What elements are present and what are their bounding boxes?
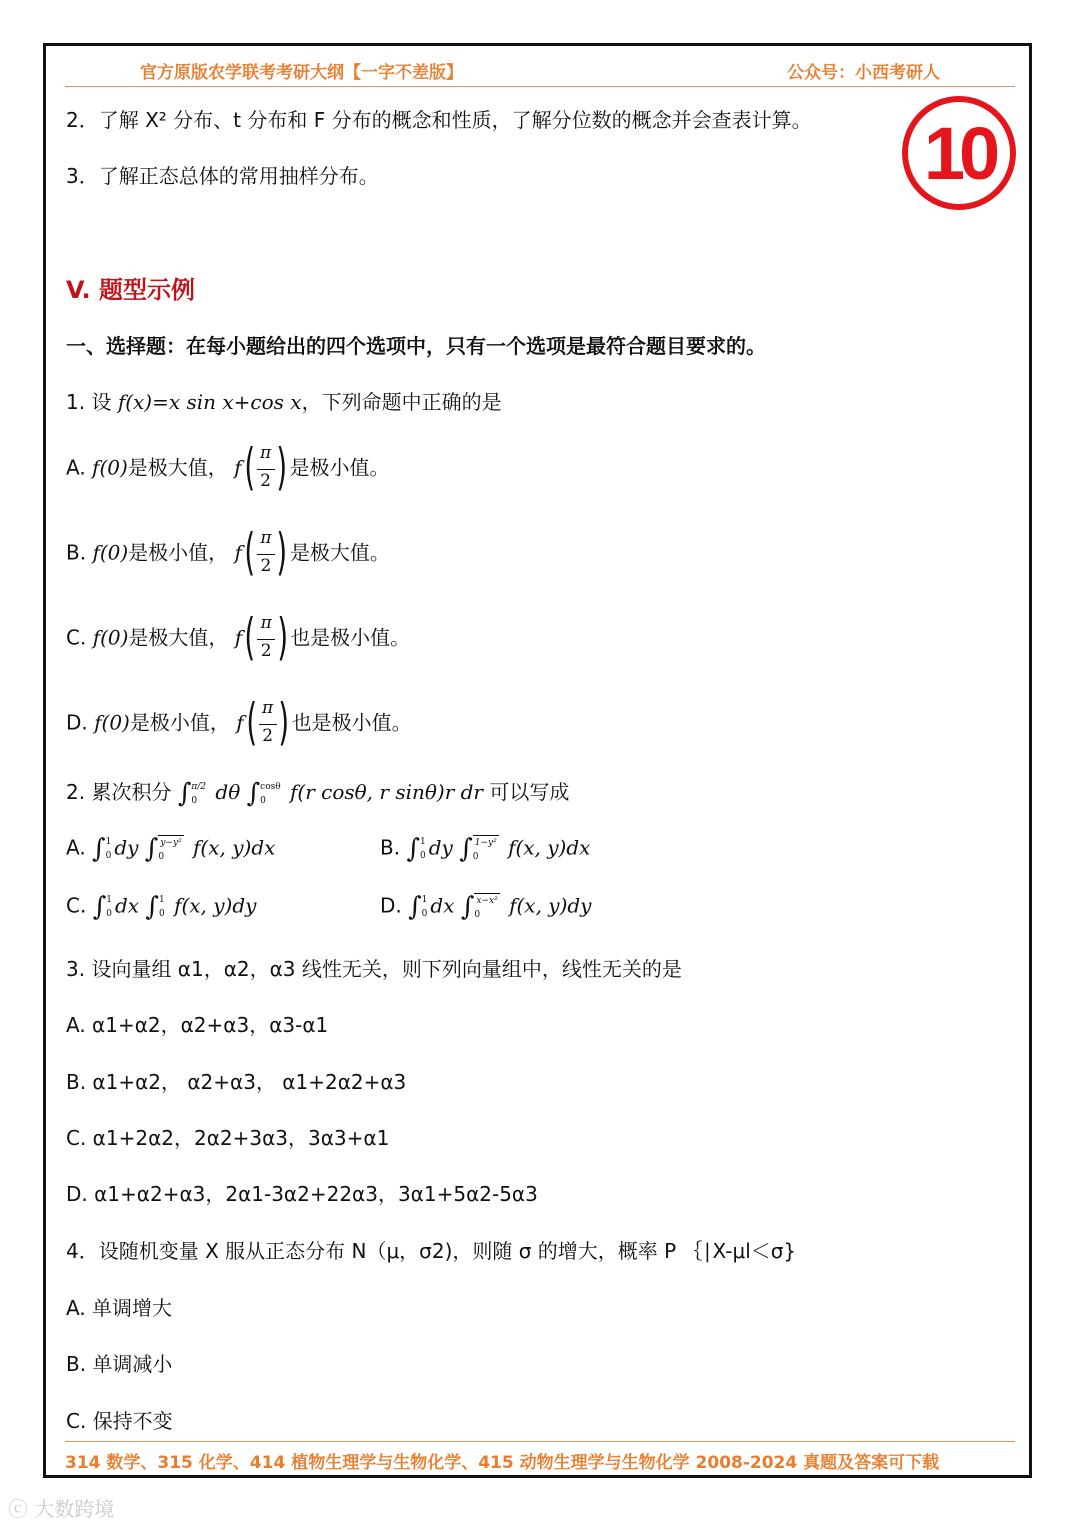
q3-stem: 3. 设向量组 α1，α2，α3 线性无关，则下列向量组中，线性无关的是: [66, 957, 682, 981]
option-letter: C.: [66, 893, 87, 918]
q2-option-c: [66, 892, 256, 922]
integral-limits: 1 0: [421, 895, 428, 919]
integral-sign: ∫: [460, 892, 475, 922]
pi-over-2-fraction: ( π 2 ): [244, 608, 288, 666]
option-letter: D.: [380, 893, 402, 918]
frac-denominator: 2: [262, 726, 274, 746]
outer-differential: dy: [428, 835, 453, 860]
q2-option-d: [380, 892, 591, 922]
integral-sign: ∫: [92, 834, 106, 864]
frac-denominator: 2: [260, 471, 271, 491]
option-letter: D.: [66, 710, 88, 735]
outer-differential: dx: [114, 893, 140, 918]
q3-option-c: C. α1+2α2，2α2+3α3，3α3+α1: [66, 1126, 390, 1150]
outer-differential: dx: [430, 893, 455, 918]
integral-limits: 1 0: [106, 895, 112, 919]
f0-term: f(0): [92, 540, 129, 565]
watermark-logo-icon: ⓒ: [8, 1497, 28, 1521]
page-footer: 314 数学、315 化学、414 植物生理学与生物化学、415 动物生理学与生物化学 2008-2024 真题及答案可下载: [65, 1453, 940, 1473]
frac-denominator: 2: [260, 556, 272, 576]
f-symbol: f: [234, 455, 242, 480]
section-title: V. 题型示例: [66, 276, 195, 304]
header-account: 公众号：小西考研人: [787, 63, 940, 83]
q2-option-a: [66, 834, 275, 864]
q1-stem-prefix: 1. 设: [66, 390, 112, 414]
pi-over-2-fraction: ( π 2 ): [243, 438, 288, 496]
option-text: 是极大值。: [289, 540, 390, 565]
q1-option-a: [66, 440, 390, 498]
option-text: 也是极小值。: [291, 710, 412, 735]
option-text: 也是极小值。: [290, 625, 411, 650]
question-instruction: 一、选择题：在每小题给出的四个选项中，只有一个选项是最符合题目要求的。: [66, 334, 766, 358]
option-text: 是极大值，: [128, 625, 229, 650]
f0-term: f(0): [92, 625, 129, 650]
watermark-text: 大数跨境: [34, 1497, 115, 1521]
q4-option-a: A. 单调增大: [66, 1296, 173, 1320]
integral-limits: cosθ 0: [260, 781, 281, 806]
option-letter: A.: [66, 835, 86, 860]
f0-term: f(0): [94, 710, 130, 735]
q2-integrand: f(r cosθ, r sinθ)r dr: [290, 780, 483, 804]
q3-option-d: D. α1+α2+α3，2α1-3α2+22α3，3α1+5α2-5α3: [66, 1182, 538, 1206]
option-text: 是极小值，: [129, 710, 230, 735]
integral-sign: ∫: [246, 778, 261, 809]
footer-divider: [65, 1441, 1015, 1442]
q1-formula: f(x)=x sin x+cos x: [117, 390, 302, 414]
d-theta: dθ: [215, 780, 241, 804]
pi-over-2-fraction: ( π 2 ): [244, 523, 288, 581]
frac-numerator: π: [260, 613, 272, 633]
option-text: 是极大值，: [127, 455, 228, 480]
option-text: 是极小值。: [289, 455, 390, 480]
frac-numerator: π: [259, 443, 272, 463]
f0-term: f(0): [92, 455, 128, 480]
integral-limits: 1 0: [105, 837, 112, 861]
option-letter: B.: [66, 540, 87, 565]
page-number-stamp: 10: [902, 96, 1016, 210]
outer-differential: dy: [114, 835, 139, 860]
pi-over-2-fraction: ( π 2 ): [246, 693, 290, 751]
integrand: f(x, y)dy: [174, 893, 257, 918]
integral-sign: ∫: [459, 834, 473, 864]
option-letter: B.: [380, 835, 401, 860]
intro-item-3: 3．了解正态总体的常用抽样分布。: [66, 164, 379, 188]
q4-option-b: B. 单调减小: [66, 1352, 173, 1376]
integral-sign: ∫: [177, 778, 192, 809]
q4-stem: 4．设随机变量 X 服从正态分布 N（μ，σ2)，则随 σ 的增大，概率 P ｛∣X-μl＜σ}: [66, 1239, 797, 1263]
integrand: f(x, y)dx: [508, 835, 591, 860]
f-symbol: f: [234, 625, 243, 650]
q1-stem-suffix: ，下列命题中正确的是: [301, 390, 502, 414]
q2-stem-suffix: 可以写成: [482, 780, 570, 804]
intro-item-2: 2．了解 X² 分布、t 分布和 F 分布的概念和性质，了解分位数的概念并会查表计算。: [66, 108, 812, 132]
q2-stem-prefix: 2. 累次积分: [66, 780, 172, 804]
integral-sign: ∫: [145, 892, 159, 922]
q3-option-a: A. α1+α2，α2+α3，α3-α1: [66, 1013, 329, 1037]
option-text: 是极小值，: [128, 540, 229, 565]
integral-sign: ∫: [144, 834, 159, 864]
integrand: f(x, y)dx: [193, 835, 276, 860]
q2-stem: [66, 776, 569, 809]
integral-limits: y−y² 0: [158, 835, 183, 864]
integral-limits: 1 0: [419, 837, 426, 861]
page-header: [65, 56, 1015, 87]
q3-option-b: B. α1+α2， α2+α3， α1+2α2+α3: [66, 1070, 407, 1094]
option-letter: C.: [66, 625, 87, 650]
q4-option-c: C. 保持不变: [66, 1409, 173, 1433]
integrand: f(x, y)dy: [509, 893, 592, 918]
integral-limits: 1 0: [158, 895, 165, 919]
q1-stem: [66, 386, 502, 415]
integral-limits: 1−y² 0: [473, 835, 499, 864]
option-letter: A.: [66, 455, 86, 480]
integral-sign: ∫: [406, 834, 420, 864]
frac-numerator: π: [262, 698, 274, 718]
integral-limits: x−x² 0: [474, 893, 499, 922]
q1-option-d: [66, 695, 412, 753]
frac-numerator: π: [260, 528, 272, 548]
integral-sign: ∫: [92, 892, 107, 922]
q1-option-c: [66, 610, 410, 668]
integral-sign: ∫: [408, 892, 422, 922]
watermark: [8, 1493, 114, 1522]
q1-option-b: [66, 525, 390, 583]
f-symbol: f: [234, 540, 242, 565]
header-title: 官方原版农学联考考研大纲【一字不差版】: [140, 63, 463, 83]
q2-option-b: [380, 834, 590, 864]
f-symbol: f: [236, 710, 244, 735]
frac-denominator: 2: [260, 641, 272, 661]
integral-limits: π/2 0: [191, 781, 207, 806]
